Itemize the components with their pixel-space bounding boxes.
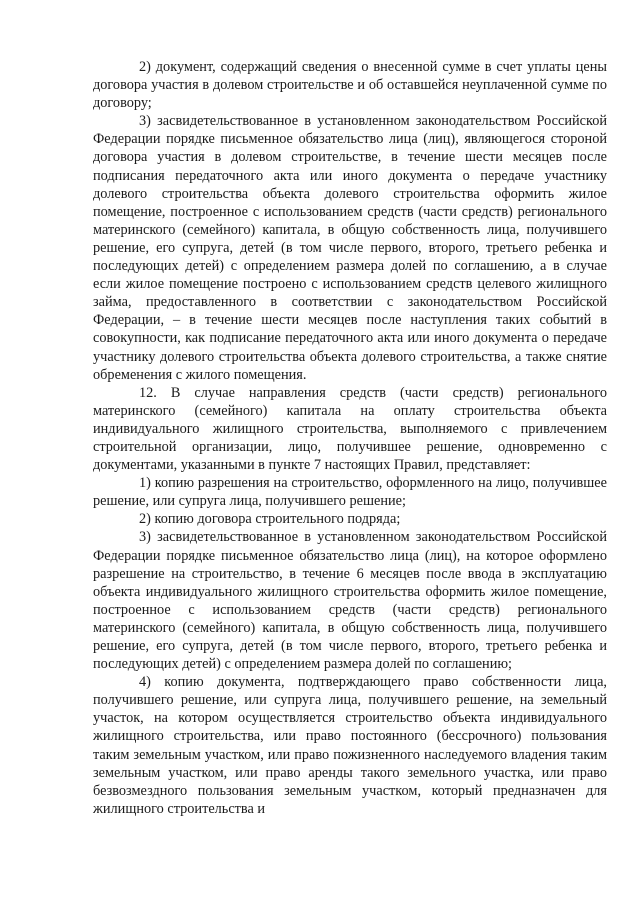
paragraph-item-3-obligation: 3) засвидетельствованное в установленном законодательством Российской Федерации порядке письменное обязательство лица (лиц), являющегося стороной договора участия в долевом строительстве, в течение шести месяцев после подписания передаточного акта или иного документа о передаче участнику долевого строительства объекта долевого строительства оформить жилое помещение, построенное с использованием средств (части средств) регионального материнского (семейного) капитала, в общую собственность лица, получившего решение, его супруга, детей (в том числе первого, второго, третьего ребенка и последующих детей) с определением размера долей по соглашению, а в случае если жилое помещение построено с использованием средств целевого жилищного займа, предоставленного в соответствии с законодательством Российской Федерации, – в течение шести месяцев после наступления таких событий в совокупности, как подписание передаточного акта или иного документа о передаче участнику долевого строительства объекта долевого строительства, а также снятие обременения с жилого помещения.	[93, 113, 607, 383]
paragraph-item-1-permit-copy: 1) копию разрешения на строительство, оформленного на лицо, получившее решение, или супруга лица, получившего решение;	[93, 475, 607, 510]
document-page	[93, 58, 607, 818]
paragraph-item-3-certified-obligation: 3) засвидетельствованное в установленном законодательством Российской Федерации порядке письменное обязательство лица (лиц), на которое оформлено разрешение на строительство, в течение 6 месяцев после ввода в эксплуатацию объекта индивидуального жилищного строительства оформить жилое помещение, построенное с использованием средств (части средств) регионального материнского (семейного) капитала, в общую собственность лица, получившего решение, его супруга, детей (в том числе первого, второго, третьего ребенка и последующих детей) с определением размера долей по соглашению;	[93, 529, 607, 673]
paragraph-section-12: 12. В случае направления средств (части средств) регионального материнского (семейного) капитала на оплату строительства объекта индивидуального жилищного строительства, выполняемого с привлечением строительной организации, лицо, получившее решение, одновременно с документами, указанными в пункте 7 настоящих Правил, представляет:	[93, 384, 607, 474]
paragraph-item-2-contract-copy: 2) копию договора строительного подряда;	[139, 511, 401, 528]
paragraph-item-2-payment-info: 2) документ, содержащий сведения о внесенной сумме в счет уплаты цены договора участия в долевом строительстве и об оставшейся неуплаченной сумме по договору;	[93, 59, 607, 112]
paragraph-item-4-ownership-document: 4) копию документа, подтверждающего право собственности лица, получившего решение, или супруга лица, получившего решение, на земельный участок, на котором осуществляется строительство объекта индивидуального жилищного строительства, или право постоянного (бессрочного) пользования таким земельным участком, или право пожизненного наследуемого владения таким земельным участком, или право аренды такого земельного участка, или право безвозмездного пользования земельным участком, который предназначен для жилищного строительства и	[93, 674, 607, 817]
